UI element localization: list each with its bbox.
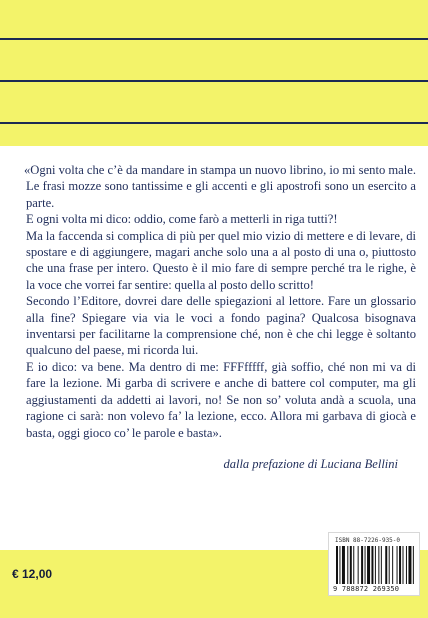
preface-excerpt: [26, 162, 416, 441]
isbn-barcode: [328, 532, 420, 596]
excerpt-paragraph: Secondo l’Editore, dovrei dare delle spiegazioni al lettore. Fare un glossario alla fine? Spiegare via via le voci a fondo pagina? Qualcosa bisognava inventarsi per facilitarne la comprensione ché, non è che chi legge è soltanto qualcuno del paese, mi ricorda lui.: [26, 294, 416, 358]
isbn-number: ISBN 88-7226-935-0: [335, 537, 401, 544]
excerpt-paragraph: E io dico: va bene. Ma dentro di me: FFFfffff, già soffio, ché non mi va di fare la lezione. Mi garba di scrivere e anche di battere col computer, ma gli aggiustamenti da addetti ai lavori, no! Se non so’ voluta andà a scuola, una ragione ci sarà: non volevo fa’ la lezione, ecco. Allora mi garbava di giocà e basta, oggi gioco co’ le parole e basta».: [26, 359, 416, 440]
price-label: € 12,00: [12, 567, 53, 581]
excerpt-paragraph: Ma la faccenda si complica di più per quel mio vizio di mettere e di levare, di spostare e di aggiungere, magari anche solo una a al posto di una o, piuttosto che una frase per intero. Questo è il mio fare di sempre perché tra le righe, è la voce che vorrei far sentire: quella al posto dello scritto!: [26, 228, 416, 292]
decorative-rule: [0, 80, 428, 82]
cover-top-band: [0, 0, 428, 146]
barcode-icon: [336, 546, 414, 584]
decorative-rule: [0, 38, 428, 40]
back-cover-text-panel: [0, 146, 428, 550]
decorative-rule: [0, 122, 428, 124]
excerpt-paragraph: E ogni volta mi dico: oddio, come farò a metterli in riga tutti?!: [26, 212, 338, 227]
ean-number: 9 788872 269350: [333, 585, 400, 593]
excerpt-credit: dalla prefazione di Luciana Bellini: [223, 456, 398, 471]
excerpt-paragraph: «Ogni volta che c’è da mandare in stampa un nuovo librino, io mi sento male. Le frasi mozze sono tantissime e gli accenti e gli apostrofi sono un esercito a parte.: [24, 163, 416, 210]
